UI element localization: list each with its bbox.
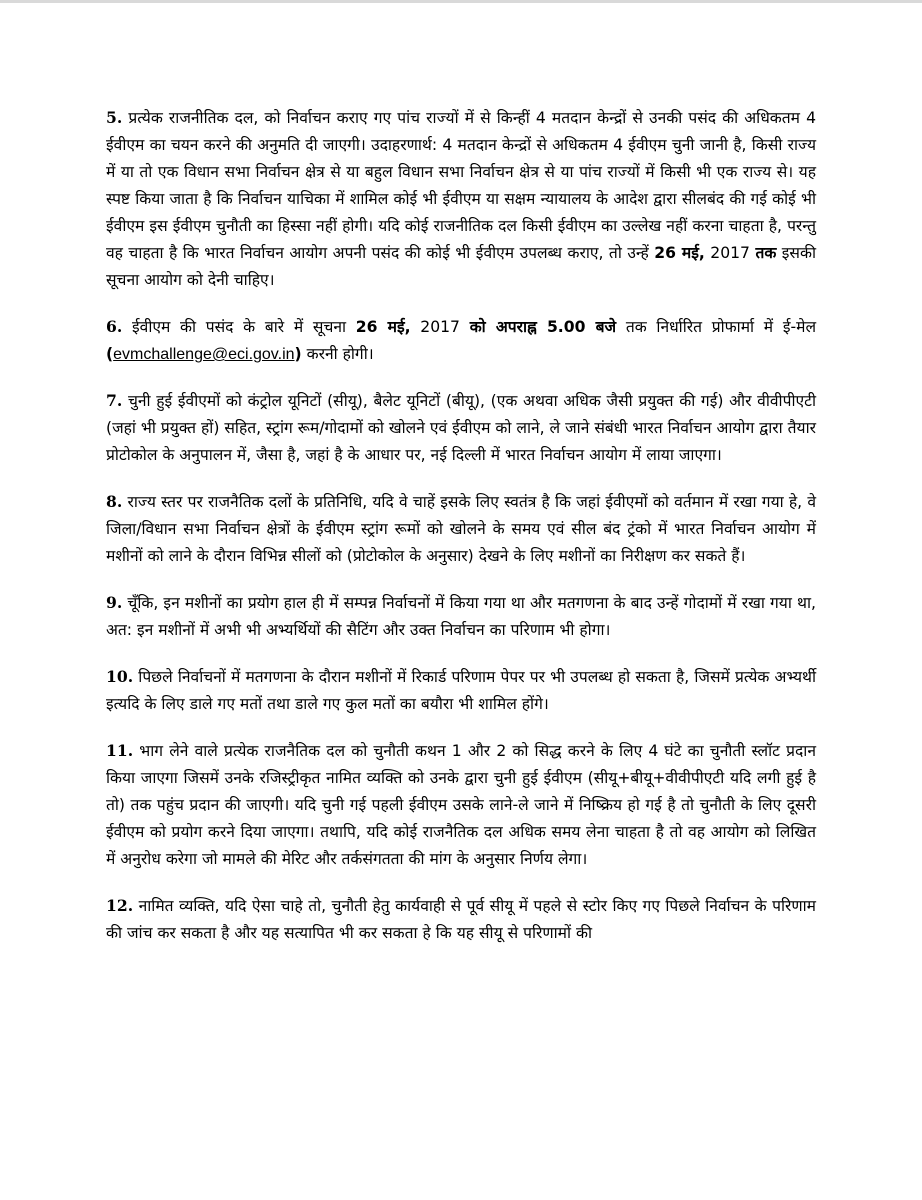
top-border: [0, 0, 922, 3]
paragraph-8: [106, 488, 816, 570]
paragraph-number: 5.: [106, 108, 123, 127]
paragraph-number: 12.: [106, 896, 134, 915]
paragraph-number: 7.: [106, 391, 123, 410]
bold-date: 26 मई,: [355, 318, 411, 336]
paragraph-text: 2017: [704, 244, 756, 262]
paragraph-10: [106, 663, 816, 718]
paren-close: ): [294, 345, 302, 363]
paragraph-5: [106, 104, 816, 294]
paragraph-number: 10.: [106, 667, 134, 686]
paragraph-9: [106, 589, 816, 644]
paragraph-text: इसकी सूचना आयोग को देनी चाहिए।: [106, 244, 816, 289]
paragraph-text: राज्य स्तर पर राजनैतिक दलों के प्रतिनिधि, यदि वे चाहें इसके लिए स्वतंत्र है कि जहां ईवीएमों को वर्तमान में रखा गया हे, वे जिला/विधान सभा निर्वाचन क्षेत्रों के ईवीएम स्ट्रांग रूमों को खोलने के समय एवं सील बंद ट्रंको में भारत निर्वाचन आयोग में मशीनों को लाने के दौरान विभिन्न सीलों को (प्रोटोकोल के अनुसार) देखने के लिए मशीनों का निरीक्षण कर सकते हैं।: [106, 493, 816, 565]
bold-deadline: को अपराह्न 5.00 बजे: [469, 318, 617, 336]
paragraph-text: तक निर्धारित प्रोफार्मा में ई-मेल: [616, 318, 817, 336]
paragraph-text: ईवीएम की पसंद के बारे में सूचना: [122, 318, 356, 336]
document-page: [106, 104, 816, 966]
paragraph-text: चुनी हुई ईवीएमों को कंट्रोल यूनिटों (सीयू), बैलेट यूनिटों (बीयू), (एक अथवा अधिक जैसी प्रयुक्त की गई) और वीवीपीएटी (जहां भी प्रयुक्त हों) सहित, स्ट्रांग रूम/गोदामों को खोलने एवं ईवीएम को लाने, ले जाने संबंधी भारत निर्वाचन आयोग द्वारा तैयार प्रोटोकोल के अनुपालन में, जैसा है, जहां है के आधार पर, नई दिल्ली में भारत निर्वाचन आयोग में लाया जाएगा।: [106, 392, 816, 464]
email-link[interactable]: evmchallenge@eci.gov.in: [113, 346, 295, 363]
paragraph-11: [106, 737, 816, 873]
paren-open: (: [106, 345, 114, 363]
bold-text: तक: [755, 244, 777, 262]
paragraph-text: चूँकि, इन मशीनों का प्रयोग हाल ही में सम्पन्न निर्वाचनों में किया गया था और मतगणना के बाद उन्हें गोदामों में रखा गया था, अत: इन मशीनों में अभी भी अभ्यर्थियों की सैटिंग और उक्त निर्वाचन का परिणाम भी होगा।: [106, 594, 816, 639]
paragraph-number: 11.: [106, 741, 134, 760]
paragraph-text: 2017: [410, 318, 470, 336]
paragraph-text: भाग लेने वाले प्रत्येक राजनैतिक दल को चुनौती कथन 1 और 2 को सिद्ध करने के लिए 4 घंटे का चुनौती स्लॉट प्रदान किया जाएगा जिसमें उनके रजिस्ट्रीकृत नामित व्यक्ति को उनके द्वारा चुनी हुई ईवीएम (सीयू+बीयू+वीवीपीएटी यदि लगी हुई है तो) तक पहुंच प्रदान की जाएगी। यदि चुनी गई पहली ईवीएम उसके लाने-ले जाने में निष्क्रिय हो गई है तो चुनौती के लिए दूसरी ईवीएम को प्रयोग करने दिया जाएगा। तथापि, यदि कोई राजनैतिक दल अधिक समय लेना चाहता है तो वह आयोग को लिखित में अनुरोध करेगा जो मामले की मेरिट और तर्कसंगतता की मांग के अनुसार निर्णय लेगा।: [106, 742, 816, 868]
paragraph-number: 9.: [106, 593, 123, 612]
paragraph-number: 6.: [106, 317, 123, 336]
paragraph-7: [106, 387, 816, 469]
paragraph-6: [106, 313, 816, 368]
paragraph-12: [106, 892, 816, 947]
paragraph-text: नामित व्यक्ति, यदि ऐसा चाहे तो, चुनौती हेतु कार्यवाही से पूर्व सीयू में पहले से स्टोर किए गए पिछले निर्वाचन के परिणाम की जांच कर सकता है और यह सत्यापित भी कर सकता हे कि यह सीयू से परिणामों की: [106, 897, 816, 942]
bold-date: 26 मई,: [654, 244, 705, 262]
paragraph-text: पिछले निर्वाचनों में मतगणना के दौरान मशीनों में रिकार्ड परिणाम पेपर पर भी उपलब्ध हो सकता है, जिसमें प्रत्येक अभ्यर्थी इत्यदि के लिए डाले गए मतों तथा डाले गए कुल मतों का बयौरा भी शामिल होंगे।: [106, 668, 816, 713]
paragraph-number: 8.: [106, 492, 123, 511]
paragraph-text: करनी होगी।: [301, 345, 374, 363]
paragraph-text: प्रत्येक राजनीतिक दल, को निर्वाचन कराए गए पांच राज्यों में से किन्हीं 4 मतदान केन्द्रों से उनकी पसंद की अधिकतम 4 ईवीएम का चयन करने की अनुमति दी जाएगी। उदाहरणार्थ: 4 मतदान केन्द्रों से अधिकतम 4 ईवीएम चुनी जानी है, किसी राज्य में या तो एक विधान सभा निर्वाचन क्षेत्र से या बहुल विधान सभा निर्वाचन क्षेत्र से या पांच राज्यों में किसी भी एक राज्य से। यह स्पष्ट किया जाता है कि निर्वाचन याचिका में शामिल कोई भी ईवीएम या सक्षम न्यायालय के आदेश द्वारा सीलबंद की गई कोई भी ईवीएम इस ईवीएम चुनौती का हिस्सा नहीं होगी। यदि कोई राजनीतिक दल किसी ईवीएम का उल्लेख नहीं करना चाहता है, परन्तु वह चाहता है कि भारत निर्वाचन आयोग अपनी पसंद की कोई भी ईवीएम उपलब्ध कराए, तो उन्हें: [106, 109, 816, 262]
